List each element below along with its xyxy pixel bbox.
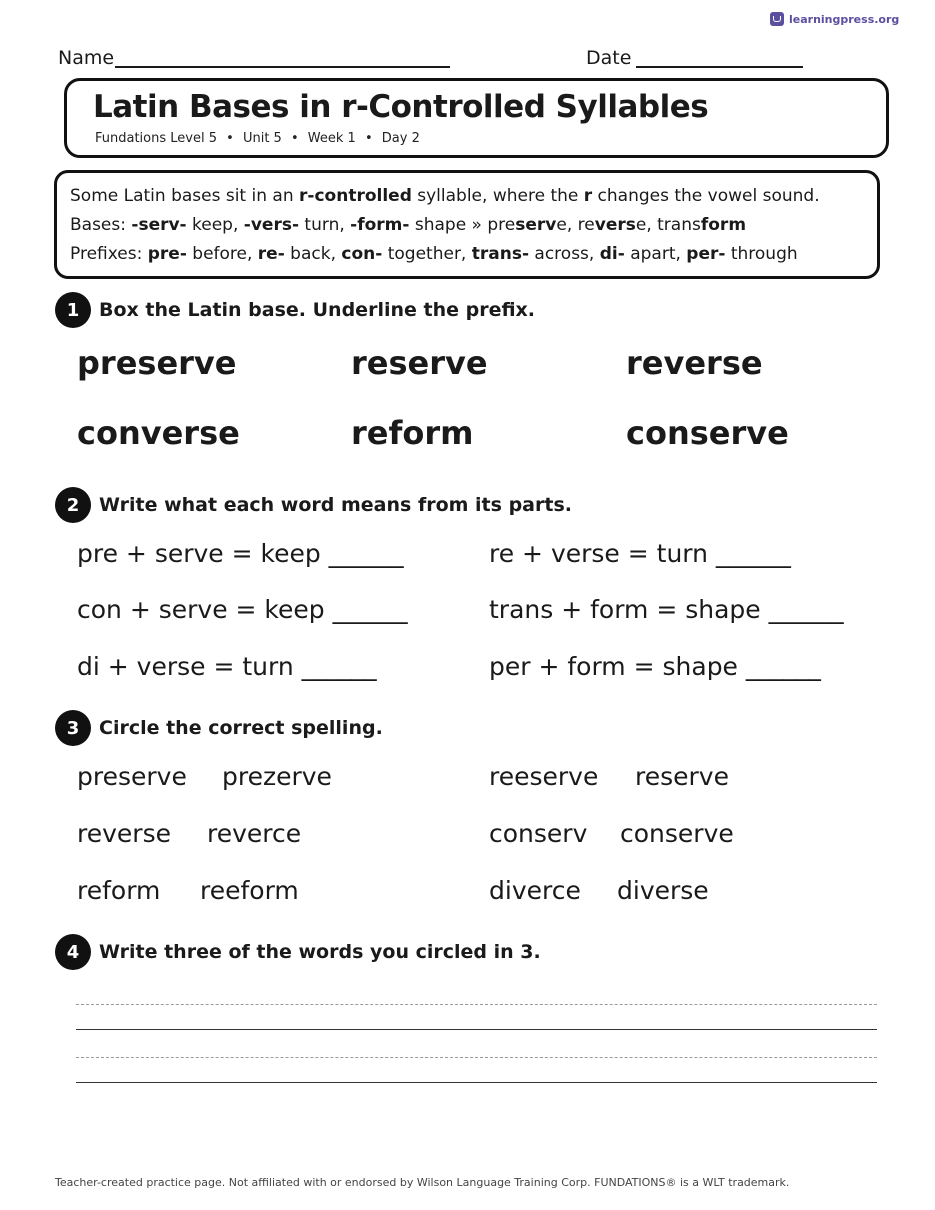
week-text: Week 1 [307,131,356,146]
spelling-option[interactable]: diverse [617,876,709,905]
name-field[interactable] [115,66,450,68]
brand-text: learningpress.org [789,12,900,26]
meaning-item[interactable]: con + serve = keep ______ [77,595,408,624]
title-box [64,78,889,158]
separator: • [226,131,234,146]
writing-guide-line [76,1057,877,1058]
word-item[interactable]: conserve [626,414,789,452]
word-item[interactable]: reverse [626,344,763,382]
meaning-item[interactable]: pre + serve = keep ______ [77,539,404,568]
separator: • [364,131,373,146]
section-1-instruction: Box the Latin base. Underline the prefix. [99,299,536,321]
spelling-option[interactable]: reform [77,876,161,905]
spelling-option[interactable]: conserv [489,819,588,848]
unit-text: Unit 5 [242,131,282,146]
level-text: Fundations Level 5 [95,131,217,146]
info-line-bases: Bases: -serv- keep, -vers- turn, -form- shape » preserve, reverse, transform [70,215,747,235]
date-field[interactable] [636,66,803,68]
section-2-instruction: Write what each word means from its parts. [99,494,572,516]
word-item[interactable]: reform [351,414,474,452]
writing-line[interactable] [76,1082,877,1083]
spelling-option[interactable]: diverce [489,876,581,905]
spelling-option[interactable]: reserve [635,762,729,791]
section-3-header [55,710,383,746]
brand [770,12,899,26]
section-1-header [55,292,535,328]
info-box [54,170,880,279]
date-label: Date [586,47,632,69]
spelling-option[interactable]: reeform [200,876,299,905]
section-number-badge: 4 [55,934,91,970]
spelling-option[interactable]: conserve [620,819,734,848]
word-item[interactable]: converse [77,414,240,452]
meaning-item[interactable]: di + verse = turn ______ [77,652,377,681]
section-number-badge: 3 [55,710,91,746]
spelling-option[interactable]: reverse [77,819,171,848]
info-line-prefixes: Prefixes: pre- before, re- back, con- together, trans- across, di- apart, per- through [70,244,798,264]
name-label: Name [58,47,115,69]
section-number-badge: 2 [55,487,91,523]
meaning-item[interactable]: per + form = shape ______ [489,652,821,681]
spelling-option[interactable]: reeserve [489,762,599,791]
page-title: Latin Bases in r-Controlled Syllables [93,89,709,125]
section-3-instruction: Circle the correct spelling. [99,717,383,739]
info-line-1: Some Latin bases sit in an r-controlled syllable, where the r changes the vowel sound. [70,186,820,206]
meaning-item[interactable]: trans + form = shape ______ [489,595,844,624]
word-item[interactable]: preserve [77,344,237,382]
spelling-option[interactable]: reverce [207,819,302,848]
book-icon [770,12,784,26]
spelling-option[interactable]: preserve [77,762,187,791]
spelling-option[interactable]: prezerve [222,762,332,791]
page-subtitle [95,131,420,146]
section-2-header [55,487,572,523]
writing-line[interactable] [76,1029,877,1030]
section-number-badge: 1 [55,292,91,328]
section-4-header [55,934,541,970]
day-text: Day 2 [381,131,420,146]
section-4-instruction: Write three of the words you circled in 3. [99,941,541,963]
footer-disclaimer: Teacher-created practice page. Not affiliated with or endorsed by Wilson Language Training Corp. FUNDATIONS® is a WLT trademark. [55,1176,790,1189]
word-item[interactable]: reserve [351,344,488,382]
writing-guide-line [76,1004,877,1005]
meaning-item[interactable]: re + verse = turn ______ [489,539,791,568]
separator: • [290,131,299,146]
